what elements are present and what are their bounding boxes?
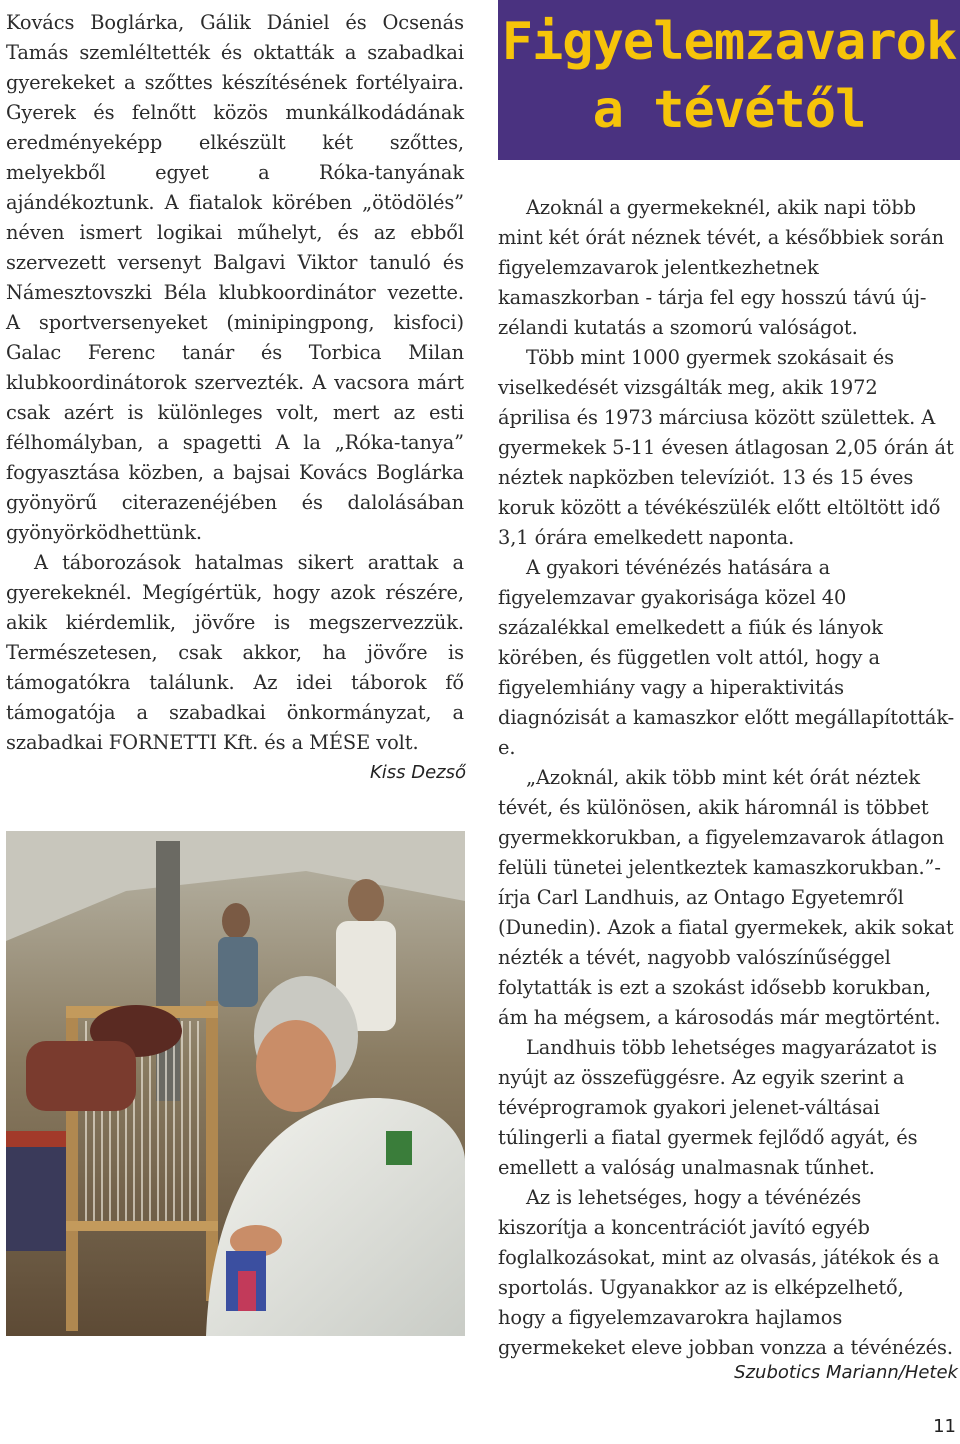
article-title-line-2: a tévétől xyxy=(592,80,866,140)
article-paragraph: Az is lehetséges, hogy a tévénézés kiszorítja a koncentrációt javító egyéb foglalkozásokat, mint az olvasás, játékok és a sportolás. Ugyanakkor az is elképzelhető, hogy a figyelemzavarokra hajlamos gyermekeket eleve jobban vonzza a tévénézés. xyxy=(498,1186,953,1359)
article-paragraph: A gyakori tévénézés hatására a figyelemzavar gyakorisága közel 40 százalékkal emelkedett a fiúk és lányok körében, és független volt attól, hogy a figyelemhiány vagy a hiperaktivitás diagnózisát a kamaszkor előtt megállapították-e. xyxy=(498,556,955,759)
left-paragraph: A táborozások hatalmas sikert arattak a gyerekeknél. Megígértük, hogy azok részére, akik kiérdemlik, jövőre is megszervezzük. Természetesen, csak akkor, ha jövőre is támogatókra találunk. Az idei táborok fő támogatója a szabadkai önkormányzat, a szabadkai FORNETTI Kft. és a MÉSE volt. xyxy=(6,551,464,754)
weaving-workshop-photo xyxy=(6,831,465,1336)
article-paragraph: „Azoknál, akik több mint két órát néztek tévét, és különösen, akik háromnál is többet gyermekkorukban, a figyelemzavarok átlagon felüli tünetei jelentkeztek kamaszkorukban.”- írja Carl Landhuis, az Ontago Egyetemről (Dunedin). Azok a fiatal gyermekek, akik sokat nézték a tévét, nagyobb valószínűséggel folytatták is ezt a szokást idősebb korukban, ám ha mégsem, a károsodás már megtörtént. xyxy=(498,766,954,1029)
article-title-box xyxy=(498,0,960,160)
page-number: 11 xyxy=(933,1416,956,1437)
left-byline: Kiss Dezső xyxy=(369,762,466,783)
right-column xyxy=(498,193,956,1363)
article-paragraph: Azoknál a gyermekeknél, akik napi több mint két órát néznek tévét, a későbbiek során figyelemzavarok jelentkezhetnek kamaszkorban - tárja fel egy hosszú távú új-zélandi kutatás a szomorú valóságot. xyxy=(498,196,944,339)
article-paragraph: Több mint 1000 gyermek szokásait és viselkedését vizsgálták meg, akik 1972 áprilisa és 1973 márciusa között születtek. A gyermekek 5-11 évesen átlagosan 2,05 órán át néztek napközben televíziót. 13 és 15 éves koruk között a tévékészülék előtt eltöltött idő 3,1 órára emelkedett naponta. xyxy=(498,346,954,549)
article-paragraph: Landhuis több lehetséges magyarázatot is nyújt az összefüggésre. Az egyik szerint a tévéprogramok gyakori jelenet-váltásai túlingerli a fiatal gyermek fejlődő agyát, és emellett a valóság unalmasnak tűnhet. xyxy=(498,1036,938,1179)
left-column xyxy=(6,8,464,758)
article-byline: Szubotics Mariann/Hetek xyxy=(734,1362,958,1383)
left-paragraph: Kovács Boglárka, Gálik Dániel és Ocsenás Tamás szemléltették és oktatták a szabadkai gyerekeket a szőttes készítésének fortélyaira. Gyerek és felnőtt közös munkálkodádának eredményeképp elkészült két szőttes, melyekből egyet a Róka-tanyának ajándékoztunk. A fiatalok körében „ötödölés” néven ismert logikai műhelyt, és az ebből szervezett versenyt Balgavi Viktor tanuló és Námesztovszki Béla klubkoordinátor vezette. A sportversenyeket (minipingpong, kisfoci) Galac Ferenc tanár és Torbica Milan klubkoordinátorok szervezték. A vacsora márt csak azért is különleges volt, mert az esti félhomályban, a spagetti A la „Róka-tanya” fogyasztása közben, a bajsai Kovács Boglárka gyönyörű citerazenéjében és dalolásában gyönyörködhettünk. xyxy=(6,11,464,544)
article-title-line-1: Figyelemzavarok xyxy=(501,12,957,72)
